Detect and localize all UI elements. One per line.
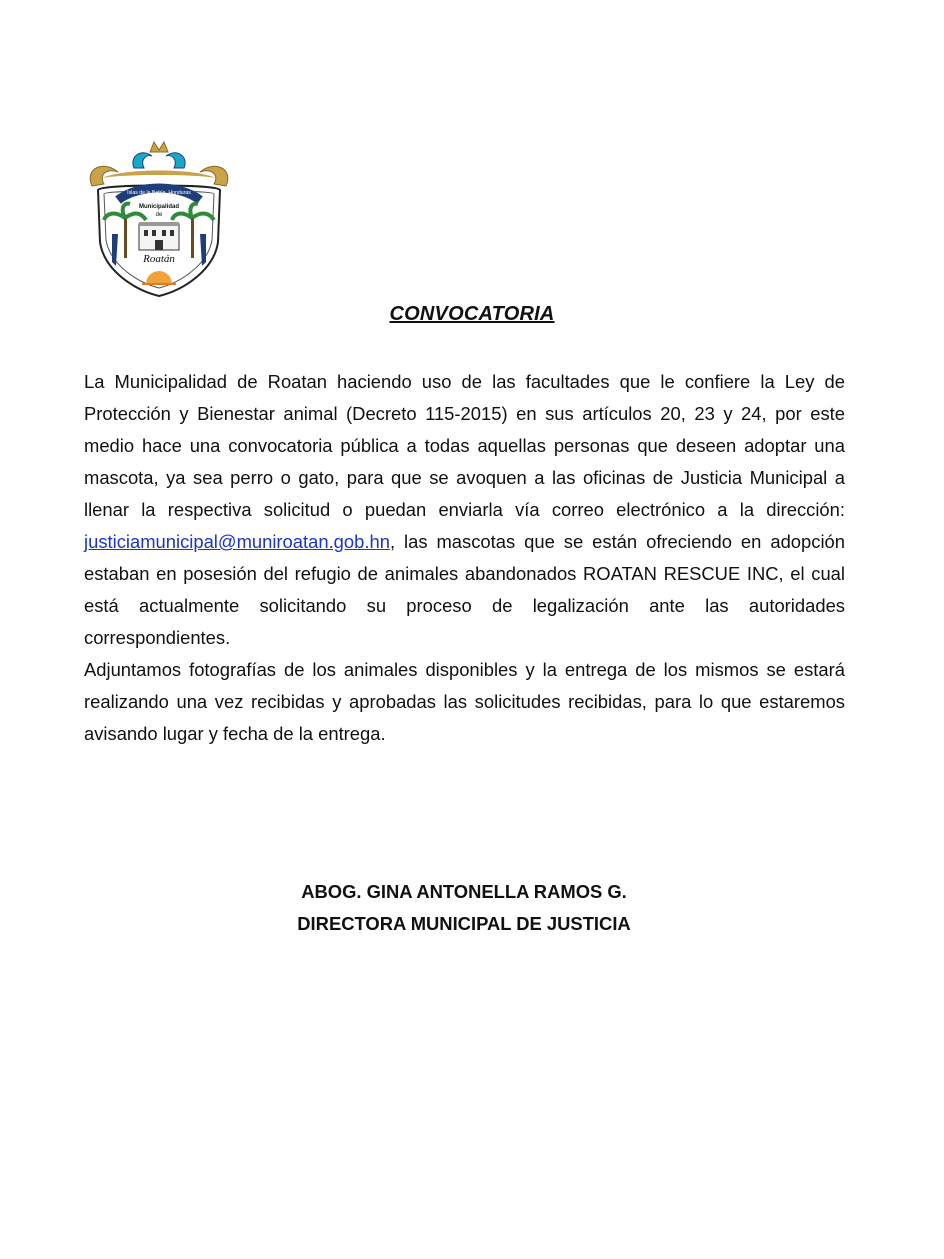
logo-arc-text: Islas de la Bahía, Honduras bbox=[127, 190, 191, 196]
signature-name: ABOG. GINA ANTONELLA RAMOS G. bbox=[301, 881, 627, 902]
municipal-seal-logo bbox=[84, 138, 234, 298]
paragraph-1-part-2: , las mascotas que se están ofreciendo en adopción estaban en posesión del refugio de animales abandonados ROATAN RESCUE INC, el cual está actualmente solicitando su proceso de legalización ante las autoridades correspondientes. bbox=[84, 531, 845, 648]
paragraph-1 bbox=[84, 366, 845, 654]
signature-title: DIRECTORA MUNICIPAL DE JUSTICIA bbox=[297, 913, 631, 934]
signature-block bbox=[0, 876, 928, 940]
document-title: CONVOCATORIA bbox=[389, 303, 555, 325]
logo-line1: Municipalidad bbox=[138, 204, 180, 210]
email-link[interactable]: justiciamunicipal@muniroatan.gob.hn bbox=[84, 531, 390, 552]
logo-line2: de bbox=[155, 212, 163, 218]
document-body bbox=[84, 366, 845, 750]
paragraph-2: Adjuntamos fotografías de los animales disponibles y la entrega de los mismos se estará realizando una vez recibidas y aprobadas las solicitudes recibidas, para lo que estaremos avisando lugar y fecha de la entrega. bbox=[84, 659, 845, 744]
logo-name: Roatán bbox=[143, 253, 175, 265]
paragraph-1-part-1: La Municipalidad de Roatan haciendo uso de las facultades que le confiere la Ley de Protección y Bienestar animal (Decreto 115-2015) en sus artículos 20, 23 y 24, por este medio hace una convocatoria pública a todas aquellas personas que deseen adoptar una mascota, ya sea perro o gato, para que se avoquen a las oficinas de Justicia Municipal a llenar la respectiva solicitud o puedan enviarla vía correo electrónico a la dirección: bbox=[84, 371, 845, 520]
